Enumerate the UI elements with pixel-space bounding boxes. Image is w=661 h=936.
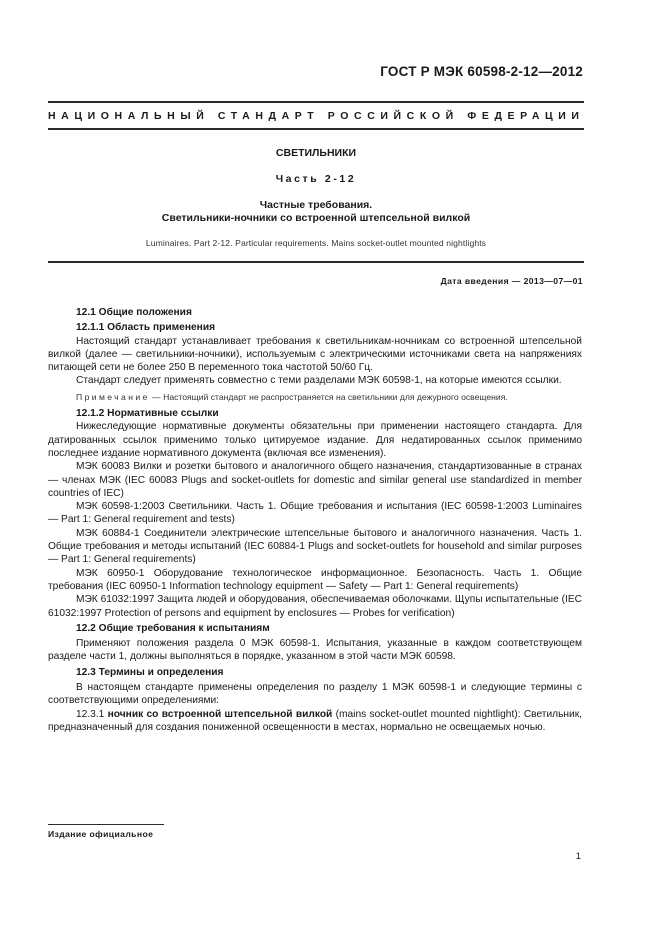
page-number: 1 xyxy=(575,851,581,862)
english-title: Luminaires. Part 2-12. Particular requirements. Mains socket-outlet mounted nightlights xyxy=(145,238,487,248)
term-definition-12-3-1 xyxy=(48,708,582,735)
note-text: — Настоящий стандарт не распространяется на светильники для дежурного освещения. xyxy=(149,391,508,402)
references-paragraph-5: МЭК 60950-1 Оборудование технологическое информационное. Безопасность. Часть 1. Общие требования (IEC 60950-1 Information technology equipment — Safety — Part 1: General requirements) xyxy=(48,567,582,592)
national-standard-banner: НАЦИОНАЛЬНЫЙ СТАНДАРТ РОССИЙСКОЙ ФЕДЕРАЦИИ xyxy=(48,110,585,122)
term-description: (mains socket-outlet mounted nightlight): Светильник, предназначенный для создания пониженной освещенности в местах, нормально не освещаемых ночью. xyxy=(48,708,583,733)
tests-paragraph-1: Применяют положения раздела 0 МЭК 60598-1. Испытания, указанные в каждом соответствующем разделе части 1, должны выполняться в порядке, указанном в этой части МЭК 60598. xyxy=(48,638,582,663)
references-paragraph-2: МЭК 60083 Вилки и розетки бытового и аналогичного общего назначения, стандартизованные в странах — членах МЭК (IEC 60083 Plugs and socket-outlets for domestic and similar general use standardized in member countries of IEC) xyxy=(48,461,582,499)
official-edition-label: Издание официальное xyxy=(48,829,154,839)
terms-paragraph-1: В настоящем стандарте применены определения по разделу 1 МЭК 60598-1 и следующие термины с соответствующими определениями: xyxy=(48,682,582,707)
note-label: Примечание xyxy=(76,391,150,402)
references-paragraph-1: Нижеследующие нормативные документы обязательны при применении настоящего стандарта. Для датированных ссылок применимо только цитируемое издание. Для недатированных ссылок применимо последнее издание нормативного документа (включая все изменения). xyxy=(48,421,582,459)
subtitle-line-1: Частные требования. xyxy=(259,199,373,211)
section-heading-12-1-1: 12.1.1 Область применения xyxy=(76,322,216,334)
header-rule-bottom xyxy=(48,128,584,130)
document-number: ГОСТ Р МЭК 60598-2-12—2012 xyxy=(380,64,583,79)
introduction-date: Дата введения — 2013—07—01 xyxy=(440,276,583,286)
section-heading-12-1-2: 12.1.2 Нормативные ссылки xyxy=(76,408,219,420)
footer-rule xyxy=(48,824,164,825)
section-heading-12-2: 12.2 Общие требования к испытаниям xyxy=(76,622,270,634)
term-name: ночник со встроенной штепсельной вилкой xyxy=(107,708,333,720)
standard-part xyxy=(48,173,584,185)
part-word: Часть xyxy=(275,173,320,185)
note-paragraph xyxy=(48,391,582,404)
term-number: 12.3.1 xyxy=(76,708,108,720)
title-rule xyxy=(48,261,584,263)
section-heading-12-1: 12.1 Общие положения xyxy=(76,307,192,318)
scope-paragraph-2: Стандарт следует применять совместно с теми разделами МЭК 60598-1, на которые имеются ссылки. xyxy=(76,375,562,387)
references-paragraph-4: МЭК 60884-1 Соединители электрические штепсельные бытового и аналогичного назначения. Часть 1. Общие требования и методы испытаний (IEC 60884-1 Plugs and socket-outlets for household and similar purposes — Part 1: General requirements) xyxy=(48,527,582,566)
header-rule-top xyxy=(48,101,584,103)
standard-title: СВЕТИЛЬНИКИ xyxy=(275,147,357,159)
scope-paragraph-1: Настоящий стандарт устанавливает требования к светильникам-ночникам со встроенной штепсельной вилкой (далее — светильники-ночники), используемым с электрическими источниками света на напряжениях питающей сети не более 250 В переменного тока частотой 50/60 Гц. xyxy=(48,335,582,374)
references-paragraph-6: МЭК 61032:1997 Защита людей и оборудования, обеспечиваемая оболочками. Щупы испытательные (IEC 61032:1997 Protection of persons and equipment by enclosures — Probes for verification) xyxy=(48,594,582,619)
document-body xyxy=(48,304,582,734)
part-number: 2-12 xyxy=(324,173,357,185)
references-paragraph-3: МЭК 60598-1:2003 Светильники. Часть 1. Общие требования и испытания (IEC 60598-1:2003 Luminaires — Part 1: General requirement and tests) xyxy=(48,501,582,526)
subtitle-line-2: Светильники-ночники со встроенной штепсельной вилкой xyxy=(161,212,471,224)
section-heading-12-3: 12.3 Термины и определения xyxy=(76,666,224,678)
